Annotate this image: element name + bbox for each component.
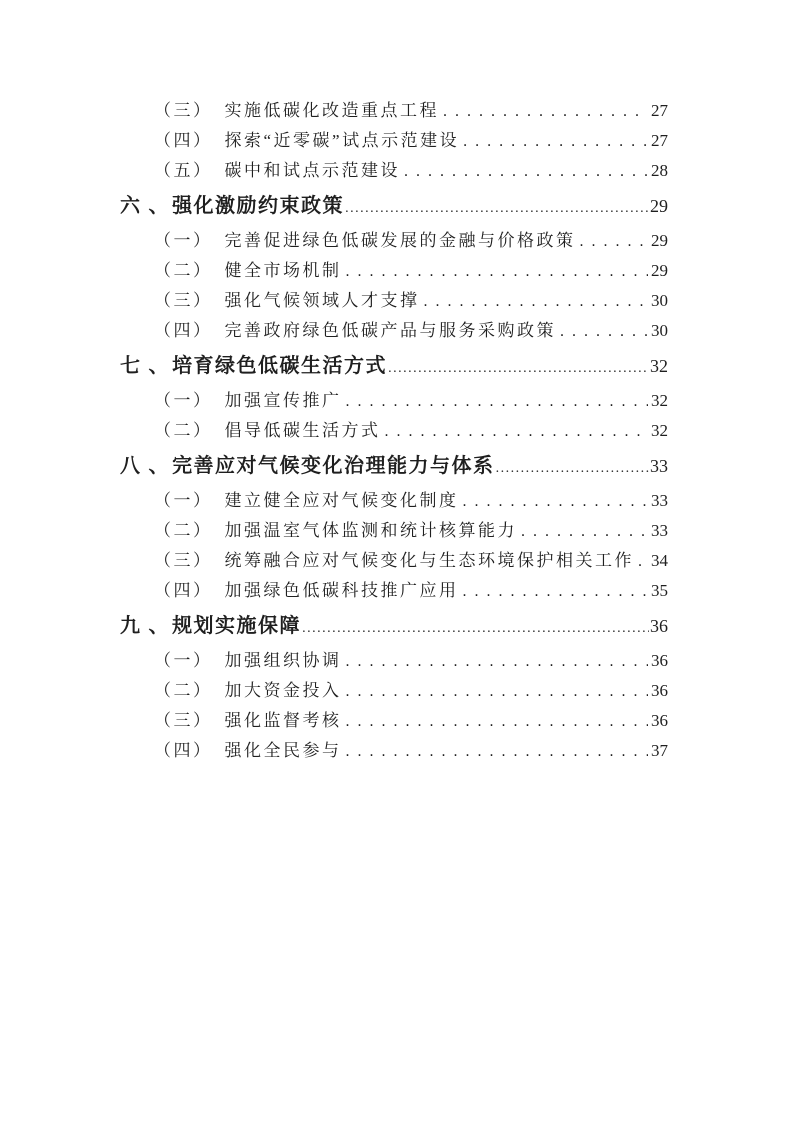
toc-section-entry (120, 706, 668, 736)
dot-leader (521, 517, 648, 547)
dot-leader (560, 317, 648, 347)
toc-entry-title: 强化监督考核 (224, 711, 342, 730)
toc-entry-page: 27 (651, 131, 668, 150)
toc-entry-page: 30 (651, 321, 668, 340)
dot-leader (346, 737, 649, 767)
toc-section-entry (120, 646, 668, 676)
toc-section-entry (120, 516, 668, 546)
toc-entry-title: 完善政府绿色低碳产品与服务采购政策 (224, 321, 556, 340)
toc-chapter-entry (120, 349, 668, 383)
toc-section-entry (120, 386, 668, 416)
toc-entry-page: 29 (650, 196, 668, 216)
toc-section-entry (120, 736, 668, 766)
toc-entry-number: 九 、 (120, 615, 171, 637)
toc-entry-page: 27 (651, 101, 668, 120)
toc-entry-title: 强化全民参与 (224, 741, 342, 760)
dot-leader (424, 287, 649, 317)
dot-leader (388, 352, 649, 386)
toc-entry-title: 培育绿色低碳生活方式 (172, 355, 388, 377)
toc-entry-title: 建立健全应对气候变化制度 (224, 491, 459, 510)
toc-section-entry (120, 126, 668, 156)
toc-entry-title: 加强宣传推广 (224, 391, 342, 410)
dot-leader (580, 227, 649, 257)
toc-entry-page: 36 (650, 616, 668, 636)
toc-entry-number: 七 、 (120, 355, 171, 377)
toc-entry-number: （四） (154, 131, 213, 150)
toc-section-entry (120, 416, 668, 446)
toc-entry-page: 33 (650, 456, 668, 476)
dot-leader (346, 677, 649, 707)
toc-entry-page: 36 (651, 711, 668, 730)
toc-entry-page: 33 (651, 521, 668, 540)
dot-leader (346, 257, 649, 287)
toc-entry-page: 35 (651, 581, 668, 600)
toc-entry-number: （一） (154, 651, 213, 670)
dot-leader (345, 192, 649, 226)
dot-leader (346, 647, 649, 677)
toc-entry-number: （三） (154, 551, 213, 570)
dot-leader (463, 577, 649, 607)
toc-entry-title: 强化气候领域人才支撑 (224, 291, 420, 310)
toc-entry-page: 36 (651, 681, 668, 700)
toc-entry-number: （四） (154, 741, 213, 760)
toc-entry-title: 倡导低碳生活方式 (224, 421, 381, 440)
toc-entry-title: 加强组织协调 (224, 651, 342, 670)
toc-entry-page: 29 (651, 261, 668, 280)
toc-entry-page: 36 (651, 651, 668, 670)
toc-entry-number: 八 、 (120, 455, 171, 477)
toc-section-entry (120, 486, 668, 516)
dot-leader (404, 157, 648, 187)
table-of-contents (120, 96, 668, 766)
toc-entry-title: 规划实施保障 (172, 615, 302, 637)
toc-entry-number: （五） (154, 161, 213, 180)
toc-entry-number: 六 、 (120, 195, 171, 217)
toc-entry-number: （四） (154, 321, 213, 340)
toc-chapter-entry (120, 449, 668, 483)
toc-section-entry (120, 286, 668, 316)
dot-leader (638, 547, 648, 577)
toc-entry-page: 33 (651, 491, 668, 510)
toc-entry-page: 32 (651, 421, 668, 440)
toc-entry-title: 加强温室气体监测和统计核算能力 (224, 521, 517, 540)
toc-section-entry (120, 576, 668, 606)
toc-entry-number: （二） (154, 421, 213, 440)
toc-entry-title: 碳中和试点示范建设 (224, 161, 400, 180)
toc-section-entry (120, 676, 668, 706)
dot-leader (496, 452, 649, 486)
toc-entry-title: 强化激励约束政策 (172, 195, 345, 217)
toc-entry-number: （一） (154, 391, 213, 410)
toc-entry-number: （三） (154, 711, 213, 730)
dot-leader (346, 387, 649, 417)
dot-leader (302, 612, 649, 646)
toc-section-entry (120, 256, 668, 286)
toc-section-entry (120, 226, 668, 256)
dot-leader (443, 97, 648, 127)
toc-entry-title: 加强绿色低碳科技推广应用 (224, 581, 459, 600)
toc-entry-title: 统筹融合应对气候变化与生态环境保护相关工作 (224, 551, 634, 570)
dot-leader (463, 127, 648, 157)
toc-entry-number: （三） (154, 291, 213, 310)
toc-section-entry (120, 316, 668, 346)
toc-entry-title: 实施低碳化改造重点工程 (224, 101, 439, 120)
toc-section-entry (120, 156, 668, 186)
toc-entry-page: 28 (651, 161, 668, 180)
toc-entry-number: （二） (154, 681, 213, 700)
dot-leader (346, 707, 649, 737)
toc-entry-page: 32 (651, 391, 668, 410)
toc-chapter-entry (120, 189, 668, 223)
toc-entry-number: （二） (154, 261, 213, 280)
toc-chapter-entry (120, 609, 668, 643)
toc-entry-number: （一） (154, 491, 213, 510)
toc-entry-page: 34 (651, 551, 668, 570)
toc-entry-number: （二） (154, 521, 213, 540)
dot-leader (463, 487, 649, 517)
toc-section-entry (120, 546, 668, 576)
toc-entry-title: 完善应对气候变化治理能力与体系 (172, 455, 495, 477)
toc-entry-title: 探索“近零碳”试点示范建设 (224, 131, 460, 150)
toc-entry-title: 加大资金投入 (224, 681, 342, 700)
toc-entry-title: 完善促进绿色低碳发展的金融与价格政策 (224, 231, 576, 250)
dot-leader (385, 417, 649, 447)
toc-entry-page: 37 (651, 741, 668, 760)
toc-entry-title: 健全市场机制 (224, 261, 342, 280)
toc-section-entry (120, 96, 668, 126)
toc-entry-page: 29 (651, 231, 668, 250)
toc-entry-number: （四） (154, 581, 213, 600)
toc-entry-number: （三） (154, 101, 213, 120)
toc-entry-page: 30 (651, 291, 668, 310)
toc-entry-number: （一） (154, 231, 213, 250)
toc-entry-page: 32 (650, 356, 668, 376)
